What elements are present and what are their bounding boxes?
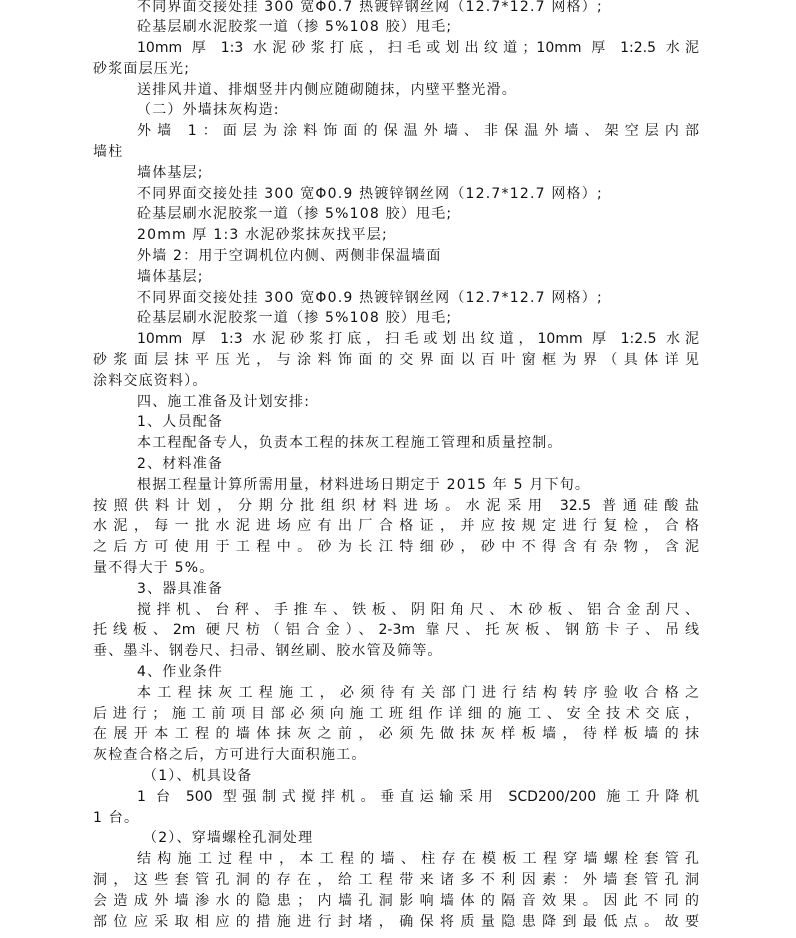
text-line: 后进行；施工前项目部必须向施工班组作详细的施工、安全技术交底，	[93, 706, 699, 722]
text-line: 量不得大于 5%。	[93, 560, 215, 576]
subsection-heading: （2）、穿墙螺栓孔洞处理	[143, 830, 314, 846]
text-line: 外墙 2：用于空调机位内侧、两侧非保温墙面	[137, 248, 442, 264]
text-line: 涂料交底资料）。	[93, 373, 208, 389]
text-line: 搅拌机、台秤、手推车、铁板、阴阳角尺、木砂板、铝合金刮尺、	[137, 602, 699, 618]
subsection-heading: 1、人员配备	[137, 414, 224, 430]
text-line: 砼基层刷水泥胶浆一道（掺 5%108 胶）甩毛;	[137, 19, 453, 35]
text-line: 砂浆面层压光;	[93, 61, 191, 77]
text-line: 之后方可使用于工程中。砂为长江特细砂，砂中不得含有杂物，含泥	[93, 539, 699, 555]
text-line: 洞，这些套管孔洞的存在，给工程带来诸多不利因素：外墙套管孔洞	[93, 872, 699, 888]
text-line: 部位应采取相应的措施进行封堵，确保将质量隐患降到最低点。故要	[93, 914, 699, 930]
text-line: 本工程配备专人，负责本工程的抹灰工程施工管理和质量控制。	[137, 435, 563, 451]
text-line: 墙体基层;	[137, 269, 204, 285]
text-line: 墙柱	[93, 144, 124, 160]
text-line: 本工程抹灰工程施工，必须待有关部门进行结构转序验收合格之	[137, 685, 699, 701]
text-line: 墙体基层;	[137, 165, 204, 181]
text-line: 1 台 500 型强制式搅拌机。垂直运输采用 SCD200/200 施工升降机	[137, 789, 699, 805]
text-line: 结构施工过程中，本工程的墙、柱存在模板工程穿墙螺栓套管孔	[137, 851, 699, 867]
subsection-heading: （1）、机具设备	[143, 768, 253, 784]
text-line: 砼基层刷水泥胶浆一道（掺 5%108 胶）甩毛;	[137, 206, 453, 222]
text-line: 灰检查合格之后，方可进行大面积施工。	[93, 747, 367, 763]
text-line: 不同界面交接处挂 300 宽Φ0.9 热镀锌钢丝网（12.7*12.7 网格）;	[137, 290, 603, 306]
text-line: 垂、墨斗、钢卷尺、扫帚、钢丝刷、胶水管及筛等。	[93, 643, 443, 659]
text-line: 会造成外墙渗水的隐患；内墙孔洞影响墙体的隔音效果。因此不同的	[93, 893, 699, 909]
section-heading: 四、施工准备及计划安排:	[137, 394, 311, 410]
text-line: 送排风井道、排烟竖井内侧应随砌随抹，内壁平整光滑。	[137, 82, 517, 98]
text-line: 不同界面交接处挂 300 宽Φ0.7 热镀锌钢丝网（12.7*12.7 网格）;	[137, 0, 603, 15]
text-line: 10mm 厚 1:3 水泥砂浆打底，扫毛或划出纹道，10mm 厚 1:2.5 水泥	[137, 331, 699, 347]
text-line: 不同界面交接处挂 300 宽Φ0.9 热镀锌钢丝网（12.7*12.7 网格）;	[137, 186, 603, 202]
text-line: 按照供料计划，分期分批组织材料进场。水泥采用 32.5 普通硅酸盐	[93, 498, 699, 514]
subsection-heading: 3、器具准备	[137, 581, 224, 597]
subsection-heading: 2、材料准备	[137, 456, 224, 472]
text-line: 根据工程量计算所需用量，材料进场日期定于 2015 年 5 月下旬。	[137, 477, 591, 493]
text-line: 1 台。	[93, 810, 140, 826]
subsection-heading: 4、作业条件	[137, 664, 224, 680]
text-line: 在展开本工程的墙体抹灰之前，必须先做抹灰样板墙，待样板墙的抹	[93, 726, 699, 742]
text-line: 外墙 1：面层为涂料饰面的保温外墙、非保温外墙、架空层内部	[137, 123, 699, 139]
section-heading: （二）外墙抹灰构造:	[137, 102, 280, 118]
text-line: 砂浆面层抹平压光，与涂料饰面的交界面以百叶窗框为界（具体详见	[93, 352, 699, 368]
text-line: 托线板、2m 硬尺枋（铝合金）、2-3m 靠尺、托灰板、钢筋卡子、吊线	[93, 622, 699, 638]
text-line: 10mm 厚 1:3 水泥砂浆打底，扫毛或划出纹道；10mm 厚 1:2.5 水泥	[137, 40, 699, 56]
text-line: 砼基层刷水泥胶浆一道（掺 5%108 胶）甩毛;	[137, 310, 453, 326]
text-line: 20mm 厚 1:3 水泥砂浆抹灰找平层;	[137, 227, 388, 243]
text-line: 水泥，每一批水泥进场应有出厂合格证，并应按规定进行复检，合格	[93, 518, 699, 534]
